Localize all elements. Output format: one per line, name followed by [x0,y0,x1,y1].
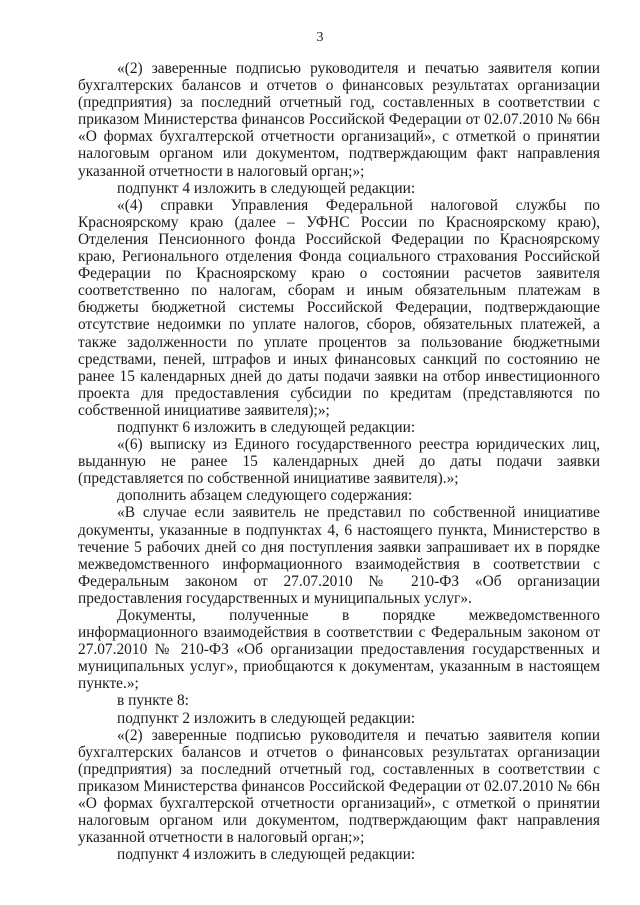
paragraph-1: «(2) заверенные подписью руководителя и печатью заявителя копии бухгалтерских балансов и отчетов о финансовых результатах организации (предприятия) за последний отчетный год, составленных в соответствии с приказом Министерства финансов Российской Федерации от 02.07.2010 № 66н «О формах бухгалтерской отчетности организаций», с отметкой о принятии налоговым органом или документом, подтверждающим факт направления указанной отчетности в налоговый орган;»; [78,60,600,180]
document-body [78,60,600,863]
paragraph-8: Документы, полученные в порядке межведомственного информационного взаимодействия в соответствии с Федеральным законом от 27.07.2010 № 210-ФЗ «Об организации предоставления государственных и муниципальных услуг», приобщаются к документам, указанным в настоящем пункте.»; [78,607,600,693]
paragraph-12: подпункт 4 изложить в следующей редакции: [117,846,416,864]
paragraph-9: в пункте 8: [117,692,189,710]
paragraph-3: «(4) справки Управления Федеральной налоговой службы по Красноярскому краю (далее – УФНС России по Красноярскому краю), Отделения Пенсионного фонда Российской Федерации по Красноярскому краю, Регионального отделения Фонда социального страхования Российской Федерации по Красноярскому краю о состоянии расчетов заявителя соответственно по налогам, сборам и иным обязательным платежам в бюджеты бюджетной системы Российской Федерации, подтверждающие отсутствие недоимки по уплате налогов, сборов, обязательных платежей, а также задолженности по уплате процентов за пользование бюджетными средствами, пеней, штрафов и иных финансовых санкций по состоянию не ранее 15 календарных дней до даты подачи заявки на отбор инвестиционного проекта для предоставления субсидии по кредитам (представляются по собственной инициативе заявителя);»; [78,196,600,419]
paragraph-7: «В случае если заявитель не представил по собственной инициативе документы, указанные в подпунктах 4, 6 настоящего пункта, Министерство в течение 5 рабочих дней со дня поступления заявки запрашивает их в порядке межведомственного информационного взаимодействия в соответствии с Федеральным законом от 27.07.2010 № 210-ФЗ «Об организации предоставления государственных и муниципальных услуг». [78,504,600,607]
paragraph-6: дополнить абзацем следующего содержания: [117,487,413,505]
paragraph-11: «(2) заверенные подписью руководителя и печатью заявителя копии бухгалтерских балансов и отчетов о финансовых результатах организации (предприятия) за последний отчетный год, составленных в соответствии с приказом Министерства финансов Российской Федерации от 02.07.2010 № 66н «О формах бухгалтерской отчетности организаций», с отметкой о принятии налоговым органом или документом, подтверждающим факт направления указанной отчетности в налоговый орган;»; [78,726,600,847]
paragraph-4: подпункт 6 изложить в следующей редакции: [117,418,416,436]
paragraph-10: подпункт 2 изложить в следующей редакции: [117,709,416,727]
paragraph-5: «(6) выписку из Единого государственного реестра юридических лиц, выданную не ранее 15 календарных дней до даты подачи заявки (представляется по собственной инициативе заявителя).»; [78,436,600,488]
paragraph-2: подпункт 4 изложить в следующей редакции: [117,179,416,197]
page-number: 3 [316,30,324,45]
